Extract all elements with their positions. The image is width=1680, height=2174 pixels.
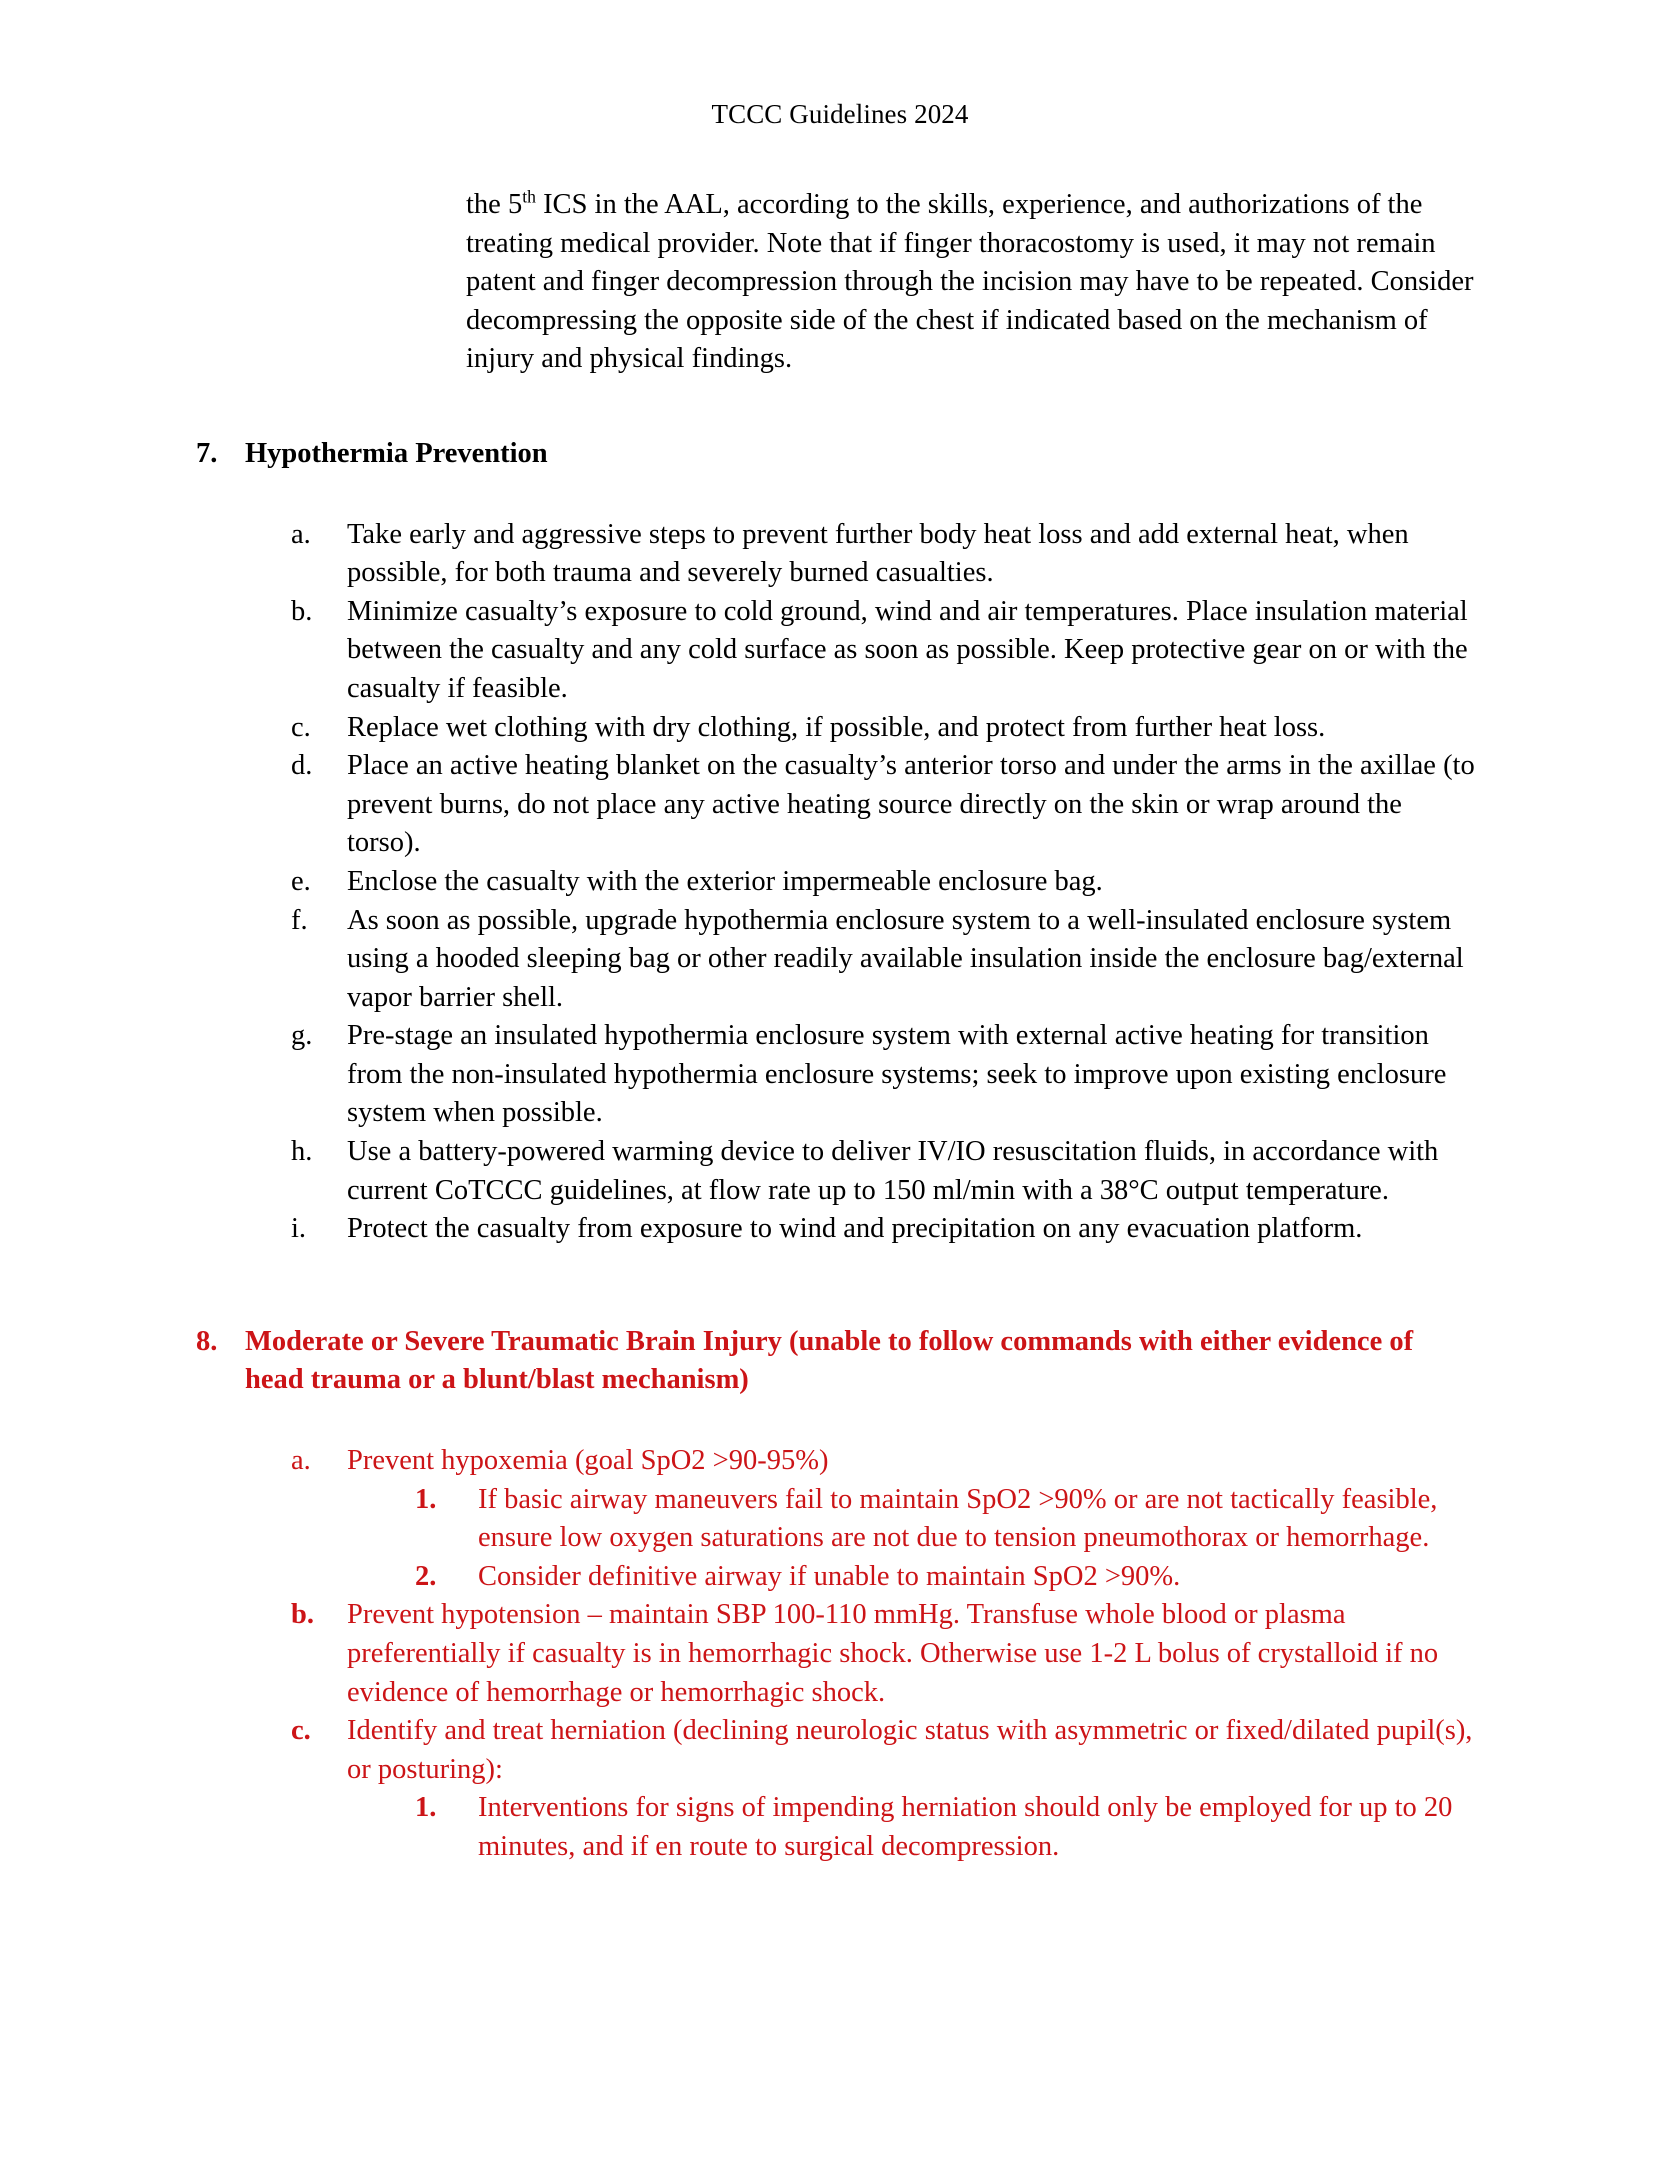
- list-item: [0, 1442, 1477, 1481]
- sub-list-item-marker: 2.: [415, 1560, 437, 1592]
- list-item-marker: f.: [291, 904, 308, 936]
- list-item-marker: c.: [291, 711, 311, 743]
- lead-paragraph: [466, 186, 1476, 379]
- list-item-text: Prevent hypotension – maintain SBP 100-110 mmHg. Transfuse whole blood or plasma preferentially if casualty is in hemorrhagic shock. Otherwise use 1-2 L bolus of crystalloid if no evidence of hemorrhage or hemorrhagic shock.: [347, 1599, 1439, 1708]
- list-item-marker: b.: [291, 595, 313, 627]
- section-number-8: 8.: [196, 1325, 218, 1357]
- spacer: [0, 474, 1680, 516]
- list-item: [0, 1596, 1477, 1712]
- list-item: [0, 1712, 1477, 1789]
- list-item-text: Place an active heating blanket on the casualty’s anterior torso and under the arms in the axillae (to prevent burns, do not place any active heating source directly on the skin or wrap around the torso).: [347, 750, 1475, 859]
- section-number-7: 7.: [196, 437, 218, 469]
- list-item-text: Minimize casualty’s exposure to cold ground, wind and air temperatures. Place insulation material between the casualty and any cold surface as soon as possible. Keep protective gear on or with the casualty if feasible.: [347, 595, 1468, 704]
- list-item-text: As soon as possible, upgrade hypothermia enclosure system to a well-insulated enclosure system using a hooded sleeping bag or other readily available insulation inside the enclosure bag/external vapor barrier shell.: [347, 904, 1464, 1013]
- list-item-text: Prevent hypoxemia (goal SpO2 >90-95%): [347, 1445, 829, 1477]
- spacer: [0, 1305, 1680, 1323]
- list-item-text: Pre-stage an insulated hypothermia enclosure system with external active heating for transition from the non-insulated hypothermia enclosure systems; seek to improve upon existing enclosure system when possible.: [347, 1020, 1447, 1129]
- list-item: [0, 747, 1477, 863]
- list-item-text: Take early and aggressive steps to prevent further body heat loss and add external heat, when possible, for both trauma and severely burned casualties.: [347, 518, 1409, 589]
- list-item-text: Replace wet clothing with dry clothing, if possible, and protect from further heat loss.: [347, 711, 1326, 743]
- sub-list-item-text: Interventions for signs of impending herniation should only be employed for up to 20 minutes, and if en route to surgical decompression.: [478, 1792, 1453, 1862]
- document-body: [0, 186, 1680, 1867]
- section-heading-8: [0, 1323, 1445, 1400]
- list-item-marker: c.: [291, 1715, 311, 1747]
- sub-list-item-marker: 1.: [415, 1483, 437, 1515]
- list-item-marker: e.: [291, 865, 311, 897]
- spacer: [0, 379, 1680, 435]
- sub-list-item-marker: 1.: [415, 1792, 437, 1824]
- section-title-8: Moderate or Severe Traumatic Brain Injury (unable to follow commands with either evidence of head trauma or a blunt/blast mechanism): [245, 1325, 1414, 1396]
- list-item-text: Protect the casualty from exposure to wind and precipitation on any evacuation platform.: [347, 1213, 1363, 1245]
- ordinal-superscript: th: [522, 186, 536, 207]
- list-item: [0, 863, 1477, 902]
- list-item-text: Use a battery-powered warming device to deliver IV/IO resuscitation fluids, in accordance with current CoTCCC guidelines, at flow rate up to 150 ml/min with a 38°C output temperature.: [347, 1136, 1439, 1206]
- spacer: [0, 1249, 1680, 1305]
- list-item: [0, 709, 1477, 748]
- list-item-marker: a.: [291, 518, 311, 550]
- spacer: [0, 1400, 1680, 1442]
- list-item-marker: h.: [291, 1136, 313, 1168]
- running-header: TCCC Guidelines 2024: [711, 99, 969, 129]
- list-item: [0, 1210, 1477, 1249]
- sub-list-item-text: Consider definitive airway if unable to maintain SpO2 >90%.: [478, 1560, 1181, 1592]
- list-item: [0, 902, 1477, 1018]
- list-item-marker: b.: [291, 1599, 314, 1631]
- list-item-marker: d.: [291, 750, 313, 782]
- section-heading-7: [0, 435, 1445, 474]
- list-item-text: Identify and treat herniation (declining neurologic status with asymmetric or fixed/dilated pupil(s), or posturing):: [347, 1715, 1473, 1785]
- sub-list-item: [0, 1481, 1478, 1558]
- sub-list-item: [0, 1789, 1478, 1866]
- list-item-marker: g.: [291, 1020, 313, 1052]
- sub-list-item: [0, 1558, 1478, 1597]
- lead-paragraph-text-before: the 5: [466, 189, 523, 220]
- lead-paragraph-text-after: ICS in the AAL, according to the skills, experience, and authorizations of the treating medical provider. Note that if finger thoracostomy is used, it may not remain patent and finger decompression through the incision may have to be repeated. Consider decompressing the opposite side of the chest if indicated based on the mechanism of injury and physical findings.: [466, 189, 1474, 375]
- list-item-text: Enclose the casualty with the exterior impermeable enclosure bag.: [347, 865, 1103, 897]
- list-item: [0, 1017, 1477, 1133]
- list-item-marker: a.: [291, 1445, 311, 1477]
- list-item-marker: i.: [291, 1213, 307, 1245]
- section-title-7: Hypothermia Prevention: [245, 437, 548, 469]
- list-item: [0, 593, 1477, 709]
- list-item: [0, 1133, 1477, 1210]
- list-item: [0, 516, 1477, 593]
- sub-list-item-text: If basic airway maneuvers fail to maintain SpO2 >90% or are not tactically feasible, ensure low oxygen saturations are not due to tension pneumothorax or hemorrhage.: [478, 1483, 1438, 1554]
